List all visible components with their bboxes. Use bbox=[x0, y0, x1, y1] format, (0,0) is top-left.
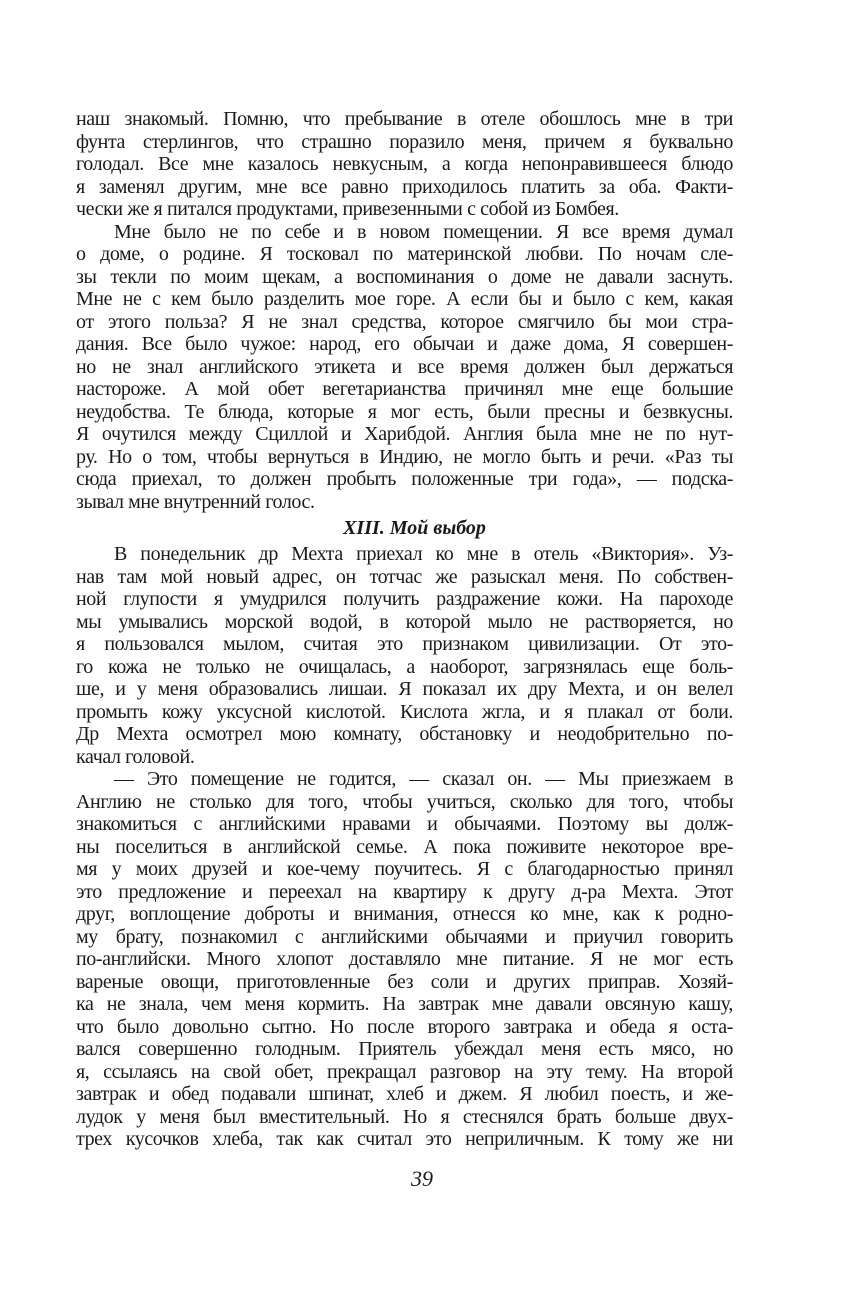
text-line: это предложение и переехал на квартиру к другу д-ра Мехта. Этот bbox=[76, 880, 733, 903]
text-line: ше, и у меня образовались лишаи. Я показал их дру Мехта, и он велел bbox=[76, 678, 733, 700]
text-line: мы умывались морской водой, в которой мыло не растворяется, но bbox=[76, 610, 733, 633]
text-line: Др Мехта осмотрел мою комнату, обстановку и неодобрительно по- bbox=[76, 723, 733, 745]
text-line: Я очутился между Сциллой и Харибдой. Англия была мне не по нут- bbox=[76, 423, 733, 445]
text-line: но не знал английского этикета и все время должен был держаться bbox=[76, 355, 733, 378]
paragraph bbox=[76, 543, 733, 768]
text-line: сюда приехал, то должен пробыть положенные три года», — подска- bbox=[76, 468, 733, 490]
text-line: чески же я питался продуктами, привезенными с собой из Бомбея. bbox=[76, 198, 619, 220]
text-line: по-английски. Много хлопот доставляло мне питание. Я не мог есть bbox=[76, 948, 733, 970]
text-line: я заменял другим, мне все равно приходилось платить за оба. Факти- bbox=[76, 175, 733, 198]
text-line: друг, воплощение доброты и внимания, отнесся ко мне, как к родно- bbox=[76, 903, 733, 925]
text-line: ка не знала, чем меня кормить. На завтрак мне давали овсяную кашу, bbox=[76, 993, 733, 1015]
text-line: вареные овощи, приготовленные без соли и других приправ. Хозяй- bbox=[76, 970, 733, 993]
text-line: го кожа не только не очищалась, а наоборот, загрязнялась еще боль- bbox=[76, 655, 733, 678]
page-number: 39 bbox=[411, 1166, 433, 1191]
paragraph bbox=[76, 108, 733, 221]
page-body bbox=[76, 108, 733, 1151]
text-line: от этого польза? Я не знал средства, которое смягчило бы мои стра- bbox=[76, 310, 733, 333]
text-line: промыть кожу уксусной кислотой. Кислота жгла, и я плакал от боли. bbox=[76, 700, 733, 723]
text-line: что было довольно сытно. Но после второго завтрака и обеда я оста- bbox=[76, 1015, 733, 1038]
text-line: я пользовался мылом, считая это признаком цивилизации. От это- bbox=[76, 633, 733, 655]
text-line: неудобства. Те блюда, которые я мог есть, были пресны и безвкусны. bbox=[76, 400, 733, 423]
text-line: Англию не столько для того, чтобы учиться, сколько для того, чтобы bbox=[76, 790, 733, 813]
text-line: Мне было не по себе и в новом помещении. Я все время думал bbox=[114, 220, 733, 243]
chapter-heading: XIII. Мой выбор bbox=[343, 517, 486, 539]
text-line: вался совершенно голодным. Приятель убеждал меня есть мясо, но bbox=[76, 1038, 733, 1060]
text-line: качал головой. bbox=[76, 745, 195, 768]
text-line: зы текли по моим щекам, а воспоминания о доме не давали заснуть. bbox=[76, 265, 733, 288]
text-line: ны поселиться в английской семье. А пока поживите некоторое вре- bbox=[76, 835, 733, 858]
text-line: о доме, о родине. Я тосковал по материнской любви. По ночам сле- bbox=[76, 243, 733, 265]
text-line: лудок у меня был вместительный. Но я стеснялся брать больше двух- bbox=[76, 1105, 733, 1128]
text-line: зывал мне внутренний голос. bbox=[76, 490, 315, 513]
text-line: я, ссылаясь на свой обет, прекращал разговор на эту тему. На второй bbox=[76, 1060, 733, 1083]
text-line: ной глупости я умудрился получить раздражение кожи. На пароходе bbox=[76, 588, 733, 610]
text-line: фунта стерлингов, что страшно поразило меня, причем я буквально bbox=[76, 130, 733, 153]
text-line: — Это помещение не годится, — сказал он. — Мы приезжаем в bbox=[114, 768, 733, 790]
text-line: настороже. А мой обет вегетарианства причинял мне еще большие bbox=[76, 378, 733, 400]
text-line: ру. Но о том, чтобы вернуться в Индию, не могло быть и речи. «Раз ты bbox=[76, 445, 733, 468]
text-line: мя у моих друзей и кое-чему поучитесь. Я с благодарностью принял bbox=[76, 858, 733, 880]
paragraph bbox=[76, 221, 733, 514]
text-line: дания. Все было чужое: народ, его обычаи и даже дома, Я совершен- bbox=[76, 333, 733, 355]
text-line: В понедельник др Мехта приехал ко мне в отель «Виктория». Уз- bbox=[114, 543, 733, 565]
text-line: трех кусочков хлеба, так как считал это неприличным. К тому же ни bbox=[76, 1128, 733, 1150]
text-line: нав там мой новый адрес, он тотчас же разыскал меня. По собствен- bbox=[76, 565, 733, 588]
text-line: наш знакомый. Помню, что пребывание в отеле обошлось мне в три bbox=[76, 108, 733, 130]
text-line: Мне не с кем было разделить мое горе. А если бы и было с кем, какая bbox=[76, 288, 733, 310]
paragraph bbox=[76, 768, 733, 1151]
text-line: му брату, познакомил с английскими обычаями и приучил говорить bbox=[76, 925, 733, 948]
text-line: голодал. Все мне казалось невкусным, а когда непонравившееся блюдо bbox=[76, 153, 733, 175]
text-line: завтрак и обед подавали шпинат, хлеб и джем. Я любил поесть, и же- bbox=[76, 1083, 733, 1105]
text-line: знакомиться с английскими нравами и обычаями. Поэтому вы долж- bbox=[76, 813, 733, 835]
